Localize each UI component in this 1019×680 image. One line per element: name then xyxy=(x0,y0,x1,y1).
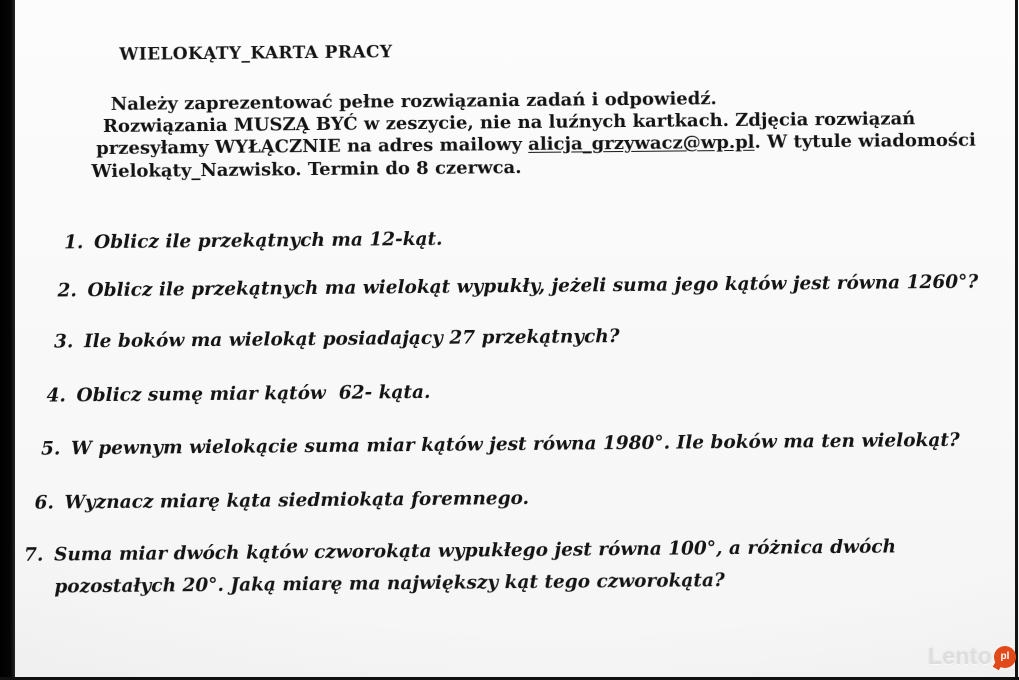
problem-number: 6. xyxy=(34,492,54,514)
problem-number: 7. xyxy=(23,544,44,566)
scan-edge-left xyxy=(0,0,15,680)
problem-text: Oblicz ile przekątnych ma 12-kąt. xyxy=(93,228,443,254)
problem-text: Ile boków ma wielokąt posiadający 27 przekątnych? xyxy=(83,326,620,353)
problem-text: W pewnym wielokącie suma miar kątów jest równa 1980°. Ile boków ma ten wielokąt? xyxy=(70,429,960,460)
lento-watermark xyxy=(928,643,1016,670)
lento-pl-badge-icon xyxy=(994,646,1016,668)
problem-number: 2. xyxy=(57,280,77,302)
problem-item-1 xyxy=(64,228,443,256)
problem-number: 5. xyxy=(40,438,61,460)
problem-item-2 xyxy=(57,271,978,304)
worksheet-title: WIELOKĄTY_KARTA PRACY xyxy=(119,42,393,65)
problem-text: Oblicz sumę miar kątów 62- kąta. xyxy=(76,381,431,407)
scan-edge-right xyxy=(1015,0,1018,680)
problem-number: 4. xyxy=(46,385,66,407)
problem-text: Oblicz ile przekątnych ma wielokąt wypukły, jeżeli suma jego kątów jest równa 1260°? xyxy=(87,271,979,302)
problem-text: Wyznacz miarę kąta siedmiokąta foremnego. xyxy=(64,487,530,514)
problem-number: 1. xyxy=(63,232,84,254)
instructions-text-after-email: . W tytule wiadomości xyxy=(754,129,976,153)
problem-item-5 xyxy=(41,429,960,462)
badge-label: pl xyxy=(1000,651,1010,662)
lento-logo-text: Lento xyxy=(927,643,992,669)
email-address: alicja_grzywacz@wp.pl xyxy=(528,131,755,155)
instructions-line-1: Należy zaprezentować pełne rozwiązania zadań i odpowiedź. xyxy=(110,88,717,115)
instructions-line-4: Wielokąty_Nazwisko. Termin do 8 czerwca. xyxy=(91,156,522,183)
problem-item-6 xyxy=(34,487,529,516)
problem-item-3 xyxy=(54,325,620,355)
problem-item-7 xyxy=(24,531,940,605)
problem-item-4 xyxy=(46,381,430,409)
instructions-text-before-email: przesyłamy WYŁĄCZNIE na adres mailowy xyxy=(96,133,529,160)
problem-text: Suma miar dwóch kątów czworokąta wypukłego jest równa 100°, a różnica dwóch pozostałych 20°. Jaką miarę ma największy kąt tego czworokąta? xyxy=(53,536,903,598)
instructions-line-2: Rozwiązania MUSZĄ BYĆ w zeszycie, nie na luźnych kartkach. Zdjęcia rozwiązań xyxy=(102,108,916,138)
problem-number: 3. xyxy=(53,331,74,353)
